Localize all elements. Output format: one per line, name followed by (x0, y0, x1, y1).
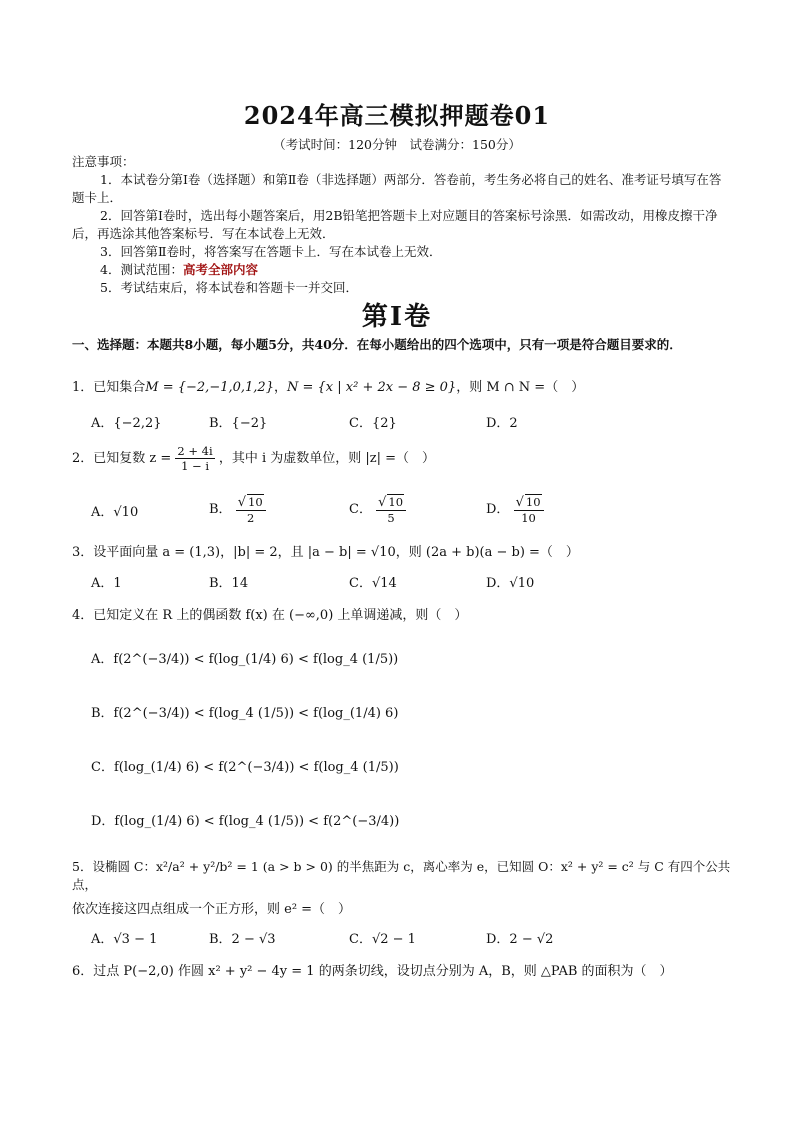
q5-option-c[interactable]: C．√2 − 1 (349, 932, 416, 947)
q5-option-b[interactable]: B．2 − √3 (209, 932, 276, 947)
q5-option-a[interactable]: A．√3 − 1 (91, 932, 158, 947)
exam-title: 2024年高三模拟押题卷01 (243, 101, 551, 130)
radical-sign-icon: √ (378, 495, 387, 510)
instruction-4-prefix: 4．测试范围： (100, 262, 183, 277)
question-1 (72, 376, 742, 395)
q4-option-a[interactable]: A．f(2^(−3/4)) < f(log_(1/4) 6) < f(log_4 (1/5)) (91, 652, 399, 667)
q1-option-d[interactable]: D．2 (486, 416, 518, 431)
question-5-line-1: 5．设椭圆 C：x²/a² + y²/b² = 1 (a > b > 0) 的半焦距为 c，离心率为 e，已知圆 O：x² + y² = c² 与 C 有四个公共点， (72, 859, 731, 892)
exam-subtitle: （考试时间：120分钟 试卷满分：150分） (273, 137, 521, 152)
q4-option-c[interactable]: C．f(log_(1/4) 6) < f(2^(−3/4)) < f(log_4 (1/5)) (91, 760, 399, 775)
q1-option-a[interactable]: A．{−2,2} (91, 416, 162, 431)
q2-fraction (175, 444, 214, 473)
q2-option-d-den: 10 (521, 511, 536, 525)
q2-option-c-frac (376, 494, 406, 525)
q3-option-c[interactable]: C．√14 (349, 576, 397, 591)
q3-option-a[interactable]: A．1 (91, 576, 122, 591)
instruction-2: 2．回答第Ⅰ卷时，选出每小题答案后，用2B铅笔把答题卡上对应题目的答案标号涂黑．如需改动，用橡皮擦干净后，再选涂其他答案标号．写在本试卷上无效． (72, 208, 718, 241)
q2-option-c-radicand: 10 (388, 495, 404, 509)
q2-stem-a: 2．已知复数 z = (72, 451, 172, 466)
q2-numerator: 2 + 4i (177, 444, 213, 458)
q1-set-n: N = {x | x² + 2x − 8 ≥ 0} (286, 380, 457, 395)
q2-option-d-frac (514, 494, 544, 525)
instruction-4 (72, 261, 732, 279)
q5-option-d[interactable]: D．2 − √2 (486, 932, 554, 947)
section-heading: 一、选择题：本题共8小题，每小题5分，共40分．在每小题给出的四个选项中，只有一项是符合题目要求的． (72, 337, 682, 352)
q1-stem-b: ，则 M ∩ N =（ ） (456, 380, 585, 395)
q2-option-b[interactable] (209, 494, 266, 525)
question-2 (72, 444, 742, 473)
question-4: 4．已知定义在 R 上的偶函数 f(x) 在 (−∞,0) 上单调递减，则（ ） (72, 608, 468, 623)
q4-option-b[interactable]: B．f(2^(−3/4)) < f(log_4 (1/5)) < f(log_(1/4) 6) (91, 706, 399, 721)
instruction-1: 1．本试卷分第Ⅰ卷（选择题）和第Ⅱ卷（非选择题）两部分．答卷前，考生务必将自己的姓名、准考证号填写在答题卡上． (72, 172, 722, 205)
q2-option-d-radicand: 10 (525, 495, 541, 509)
q1-option-b[interactable]: B．{−2} (209, 416, 268, 431)
q2-option-b-label: B． (209, 502, 232, 517)
q1-option-c[interactable]: C．{2} (349, 416, 397, 431)
q1-set-m: M = {−2,−1,0,1,2} (145, 380, 274, 395)
test-scope: 高考全部内容 (182, 262, 258, 277)
q2-option-d[interactable] (486, 494, 544, 525)
q2-option-c-den: 5 (387, 511, 395, 525)
q3-option-d[interactable]: D．√10 (486, 576, 535, 591)
q4-option-d[interactable]: D．f(log_(1/4) 6) < f(log_4 (1/5)) < f(2^(−3/4)) (91, 814, 400, 829)
instruction-5: 5．考试结束后，将本试卷和答题卡一并交回． (100, 280, 358, 295)
q2-denominator: 1 − i (181, 459, 210, 473)
volume-heading: 第Ⅰ卷 (361, 302, 433, 332)
q2-option-d-label: D． (486, 502, 510, 517)
instruction-3: 3．回答第Ⅱ卷时，将答案写在答题卡上．写在本试卷上无效． (100, 244, 442, 259)
q1-stem-a: 1．已知集合 (72, 380, 146, 395)
q2-option-a[interactable]: A．√10 (91, 505, 139, 520)
q1-mid: ， (273, 380, 287, 395)
instructions-heading: 注意事项： (72, 154, 135, 169)
q2-option-b-den: 2 (247, 511, 255, 525)
radical-sign-icon: √ (237, 495, 246, 510)
q2-option-c-label: C． (349, 502, 372, 517)
question-5-line-2: 依次连接这四点组成一个正方形，则 e² =（ ） (72, 902, 352, 917)
q2-stem-b: ，其中 i 为虚数单位，则 |z| =（ ） (218, 451, 436, 466)
q3-option-b[interactable]: B．14 (209, 576, 249, 591)
instructions (72, 153, 732, 297)
q2-option-b-radicand: 10 (248, 495, 263, 509)
q2-option-c[interactable] (349, 494, 406, 525)
question-3: 3．设平面向量 a = (1,3)，|b| = 2，且 |a − b| = √10，则 (2a + b)(a − b) =（ ） (72, 545, 579, 560)
radical-sign-icon: √ (515, 495, 524, 510)
q2-option-b-frac (236, 494, 266, 525)
question-6: 6．过点 P(−2,0) 作圆 x² + y² − 4y = 1 的两条切线，设切点分别为 A，B，则 △PAB 的面积为（ ） (72, 964, 673, 979)
